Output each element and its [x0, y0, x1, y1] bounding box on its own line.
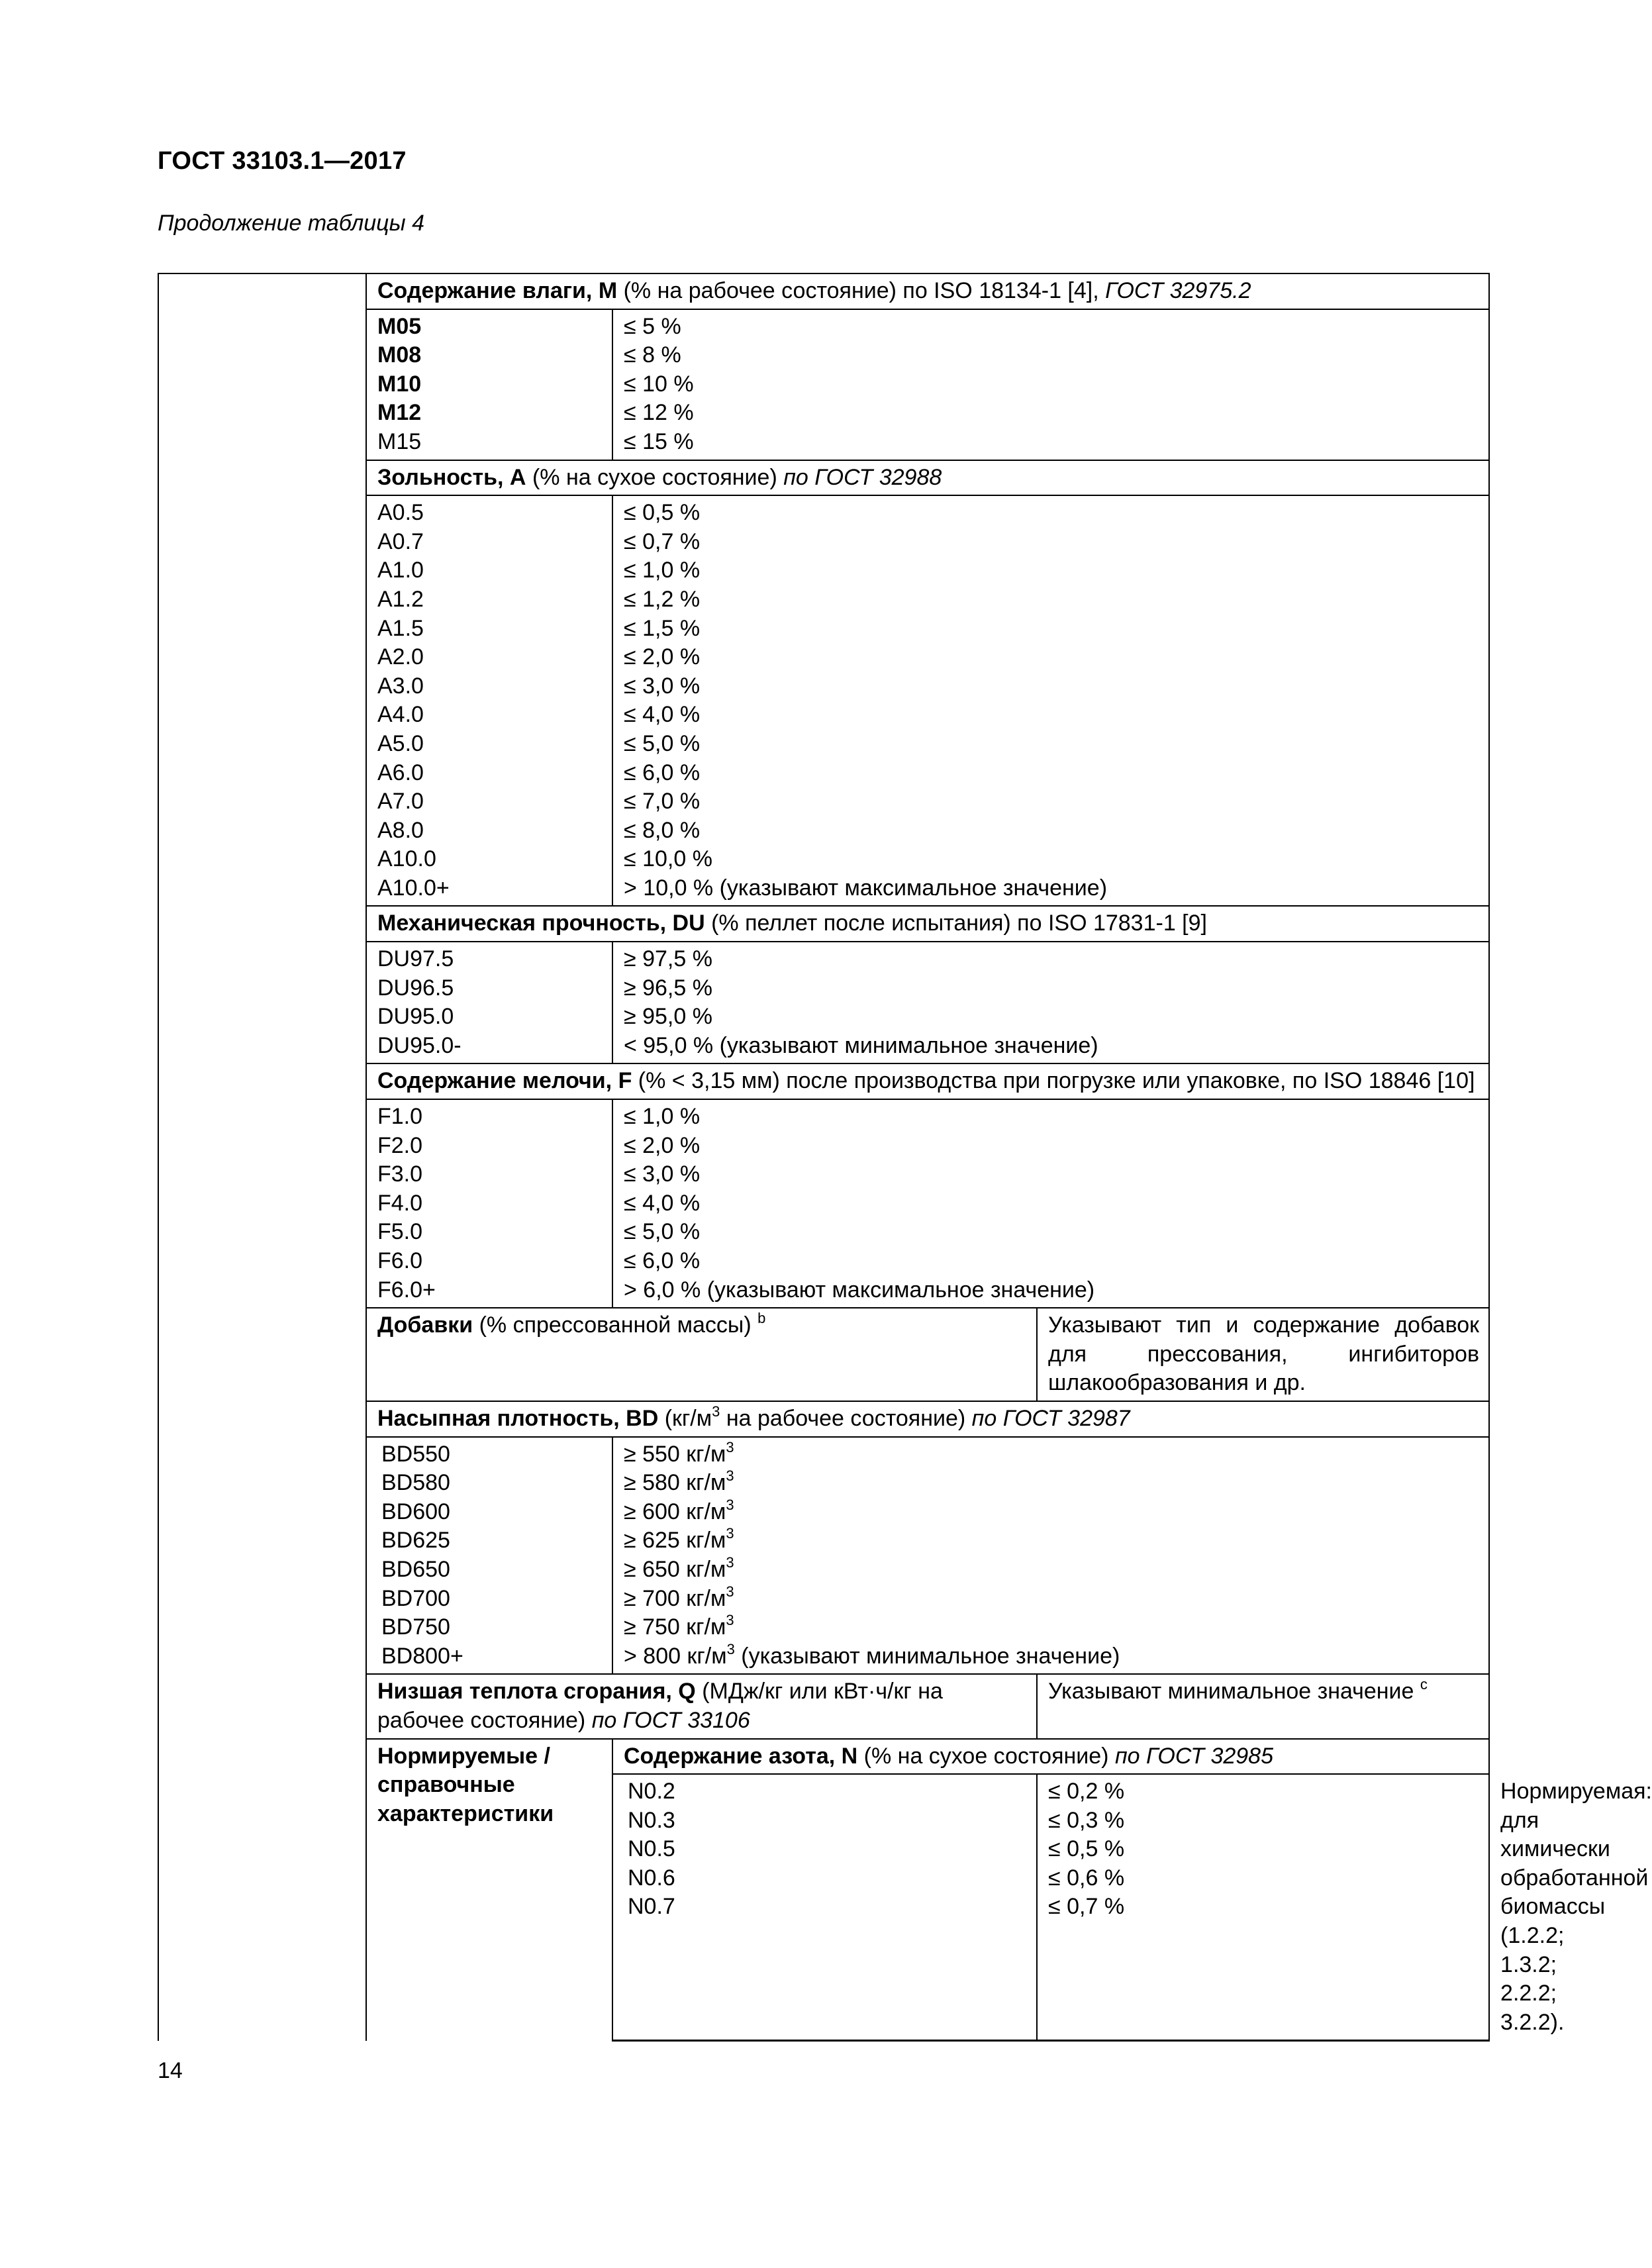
list-item: F3.0	[377, 1161, 423, 1187]
list-item: M10	[377, 371, 422, 397]
list-item: F4.0	[377, 1190, 423, 1216]
list-item: A8.0	[377, 817, 424, 843]
nitrogen-header	[612, 1739, 1489, 1775]
bulk-density-unit-sup: 3	[712, 1403, 720, 1420]
list-item: ≤ 1,2 %	[624, 586, 701, 612]
list-item: ≤ 7,0 %	[624, 789, 701, 814]
list-item: ≤ 5 %	[624, 313, 681, 339]
list-item: A0.5	[377, 500, 424, 526]
page-number: 14	[158, 2058, 183, 2083]
list-item: ≥ 600 $кг/м^3$	[624, 1496, 734, 1524]
list-item: ≤ 0,2 %	[1048, 1779, 1125, 1804]
list-item: ≥ 625 $кг/м^3$	[624, 1525, 734, 1553]
list-item: DU97.5	[377, 946, 454, 972]
list-item: BD600	[381, 1499, 450, 1524]
list-item: > 800 $кг/м^3$ (указывают минимальное значение)	[624, 1640, 1120, 1669]
list-item: ≤ 8 %	[624, 342, 681, 368]
fines-label: Содержание мелочи, F	[377, 1068, 632, 1094]
list-item: ≥ 750 $кг/м^3$	[624, 1612, 734, 1640]
list-item: DU95.0-	[377, 1032, 462, 1058]
list-item: ≥ 95,0 %	[624, 1004, 712, 1030]
ash-ref: по ГОСТ 32988	[783, 464, 942, 490]
list-item: ≤ 1,0 %	[624, 558, 701, 583]
list-item: A0.7	[377, 528, 424, 554]
list-item: ≤ 5,0 %	[624, 730, 701, 756]
calorific-unit: (МДж/кг или кВт·ч/кг на рабочее состояние)	[377, 1679, 943, 1733]
durability-label: Механическая прочность, DU	[377, 911, 705, 936]
durability-header	[366, 906, 1489, 942]
list-item: ≤ 4,0 %	[624, 702, 701, 728]
list-item: A1.5	[377, 615, 424, 641]
list-item: A1.2	[377, 586, 424, 612]
durability-values	[612, 942, 1489, 1063]
moisture-codes	[366, 309, 612, 460]
list-item: N0.3	[628, 1807, 675, 1833]
additives-unit: (% спрессованной массы)	[473, 1312, 758, 1338]
list-item: BD750	[381, 1614, 450, 1640]
list-item: N0.5	[628, 1836, 675, 1862]
calorific-ref: по ГОСТ 33106	[591, 1707, 750, 1733]
list-item: > 6,0 % (указывают максимальное значение)	[624, 1277, 1095, 1303]
additives-note: Указывают тип и содержание добавок для прессования, ингибиторов шлакообразования и др.	[1037, 1308, 1489, 1401]
moisture-unit: (% на рабочее состояние) по ISO 18134-1 [4],	[617, 278, 1106, 303]
list-item: ≤ 0,3 %	[1048, 1807, 1125, 1833]
additives-header	[366, 1308, 1037, 1401]
durability-unit: (% пеллет после испытания) по ISO 17831-1 [9]	[705, 911, 1207, 936]
list-item: N0.2	[628, 1779, 675, 1804]
list-item: ≤ 10,0 %	[624, 846, 712, 872]
durability-codes	[366, 942, 612, 1063]
bulk-density-unit: (кг/м	[658, 1405, 712, 1431]
list-item: N0.6	[628, 1865, 675, 1891]
list-item: F1.0	[377, 1104, 423, 1130]
list-item: ≤ 5,0 %	[624, 1219, 701, 1245]
bulk-density-header	[366, 1401, 1489, 1437]
list-item: DU95.0	[377, 1004, 454, 1030]
additives-label: Добавки	[377, 1312, 473, 1338]
calorific-note-text: Указывают минимальное значение	[1048, 1679, 1420, 1704]
list-item: ≤ 8,0 %	[624, 817, 701, 843]
bulk-density-label: Насыпная плотность, BD	[377, 1405, 659, 1431]
list-item: ≤ 12 %	[624, 400, 694, 426]
list-item: ≤ 0,6 %	[1048, 1865, 1125, 1891]
calorific-footnote: c	[1420, 1676, 1428, 1693]
list-item: ≤ 4,0 %	[624, 1190, 701, 1216]
list-item: M12	[377, 400, 422, 426]
list-item: ≤ 6,0 %	[624, 760, 701, 785]
list-item: ≥ 96,5 %	[624, 975, 712, 1001]
calorific-note	[1037, 1674, 1489, 1738]
moisture-ref: ГОСТ 32975.2	[1105, 278, 1251, 303]
list-item: N0.7	[628, 1894, 675, 1920]
list-item: ≥ 580 $кг/м^3$	[624, 1467, 734, 1496]
list-item: < 95,0 % (указывают минимальное значение)	[624, 1032, 1098, 1058]
list-item: M08	[377, 342, 422, 368]
list-item: ≥ 650 $кг/м^3$	[624, 1553, 734, 1582]
list-item: ≤ 0,5 %	[624, 500, 701, 526]
bulk-density-values	[612, 1437, 1489, 1675]
list-item: A2.0	[377, 644, 424, 670]
ash-values	[612, 495, 1489, 906]
ash-codes	[366, 495, 612, 906]
nitrogen-label: Содержание азота, N	[624, 1743, 858, 1769]
ash-label: Зольность, A	[377, 464, 526, 490]
list-item: A10.0+	[377, 875, 450, 901]
list-item: BD625	[381, 1528, 450, 1553]
list-item: F5.0	[377, 1219, 423, 1245]
fines-codes	[366, 1099, 612, 1308]
list-item: ≤ 0,7 %	[624, 528, 701, 554]
list-item: BD650	[381, 1556, 450, 1582]
nitrogen-unit: (% на сухое состояние)	[857, 1743, 1115, 1769]
nitrogen-codes	[612, 1774, 1037, 2041]
list-item: ≥ 550 $кг/м^3$	[624, 1438, 734, 1467]
fines-values	[612, 1099, 1489, 1308]
calorific-header	[366, 1674, 1037, 1738]
list-item: A6.0	[377, 760, 424, 785]
fines-unit: (% < 3,15 мм) после производства при погрузке или упаковке, по ISO 18846 [10]	[632, 1068, 1475, 1094]
list-item: BD550	[381, 1441, 450, 1467]
nitrogen-classes-row: N0.2 N0.3 N0.5 N0.6 N0.7 ≤ 0,2 % ≤ 0,3 % ≤ 0,5 % ≤ 0,6 % ≤ 0,7 % Нормируемая: для химически обработанной биомассы (1.2.2; 1.3.2; 2.2.2; 3.2.2).	[158, 1774, 1489, 2041]
list-item: A1.0	[377, 558, 424, 583]
fines-header	[366, 1063, 1489, 1099]
list-item: M05	[377, 313, 422, 339]
list-item: ≤ 2,0 %	[624, 644, 701, 670]
category-label: Нормируемые / справочные характеристики	[366, 1739, 612, 2041]
list-item: ≤ 0,5 %	[1048, 1836, 1125, 1862]
list-item: M15	[377, 428, 422, 454]
list-item: ≥ 700 $кг/м^3$	[624, 1583, 734, 1611]
moisture-values	[612, 309, 1489, 460]
additives-footnote: b	[757, 1310, 766, 1327]
specification-table	[158, 273, 1652, 2042]
ash-unit: (% на сухое состояние)	[526, 464, 784, 490]
list-item: ≤ 6,0 %	[624, 1248, 701, 1273]
list-item: > 10,0 % (указывают максимальное значение)	[624, 875, 1108, 901]
moisture-label: Содержание влаги, M	[377, 278, 618, 303]
list-item: A10.0	[377, 846, 436, 872]
nitrogen-ref: по ГОСТ 32985	[1114, 1743, 1273, 1769]
list-item: BD800+	[381, 1643, 463, 1669]
list-item: ≤ 1,5 %	[624, 615, 701, 641]
list-item: F6.0+	[377, 1277, 436, 1303]
list-item: A4.0	[377, 702, 424, 728]
calorific-label: Низшая теплота сгорания, Q	[377, 1679, 696, 1704]
list-item: ≤ 3,0 %	[624, 1161, 701, 1187]
list-item: A5.0	[377, 730, 424, 756]
list-item: ≤ 0,7 %	[1048, 1894, 1125, 1920]
table-caption: Продолжение таблицы 4	[158, 211, 424, 236]
list-item: BD580	[381, 1470, 450, 1496]
list-item: A7.0	[377, 789, 424, 814]
nitrogen-values	[1037, 1774, 1489, 2041]
bulk-density-unit-post: на рабочее состояние)	[720, 1405, 972, 1431]
document-title: ГОСТ 33103.1—2017	[158, 147, 407, 175]
list-item: DU96.5	[377, 975, 454, 1001]
list-item: ≤ 15 %	[624, 428, 694, 454]
list-item: ≤ 2,0 %	[624, 1132, 701, 1158]
bulk-density-codes	[366, 1437, 612, 1675]
bulk-density-ref: по ГОСТ 32987	[971, 1405, 1130, 1431]
list-item: BD700	[381, 1585, 450, 1611]
list-item: ≤ 3,0 %	[624, 673, 701, 699]
list-item: ≥ 97,5 %	[624, 946, 712, 972]
list-item: F2.0	[377, 1132, 423, 1158]
moisture-header-row	[158, 273, 1489, 309]
moisture-header	[366, 273, 1489, 309]
list-item: ≤ 10 %	[624, 371, 694, 397]
list-item: F6.0	[377, 1248, 423, 1273]
category-cell-empty	[158, 273, 366, 2041]
ash-header	[366, 460, 1489, 496]
list-item: A3.0	[377, 673, 424, 699]
list-item: ≤ 1,0 %	[624, 1104, 701, 1130]
